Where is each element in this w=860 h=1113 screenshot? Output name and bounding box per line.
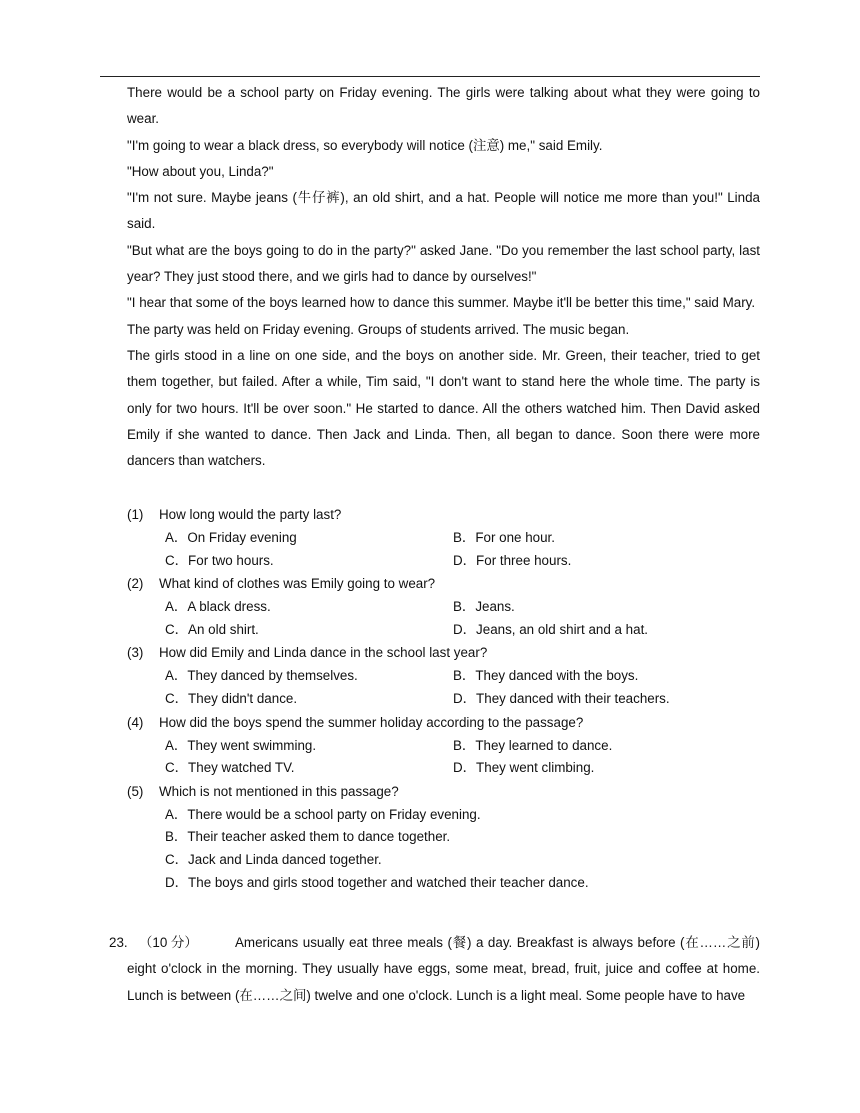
question-text: How did Emily and Linda dance in the school last year? xyxy=(159,645,488,661)
question-item xyxy=(127,572,760,596)
header-rule xyxy=(100,76,760,77)
option-a: A．They went swimming. xyxy=(165,737,317,753)
item-passage: Americans usually eat three meals (餐) a day. Breakfast is always before (在……之前) eight o'clock in the morning. They usually have eggs, some meat, bread, fruit, juice and coffee at home. Lunch is between (在……之间) twelve and one o'clock. Lunch is a light meal. Some people have to have xyxy=(127,935,760,1003)
option-d: D．Jeans, an old shirt and a hat. xyxy=(453,621,649,637)
option-group xyxy=(127,735,760,780)
passage-paragraph: "But what are the boys going to do in the party?" asked Jane. "Do you remember the last school party, last year? They just stood there, and we girls had to dance by ourselves!" xyxy=(127,242,760,285)
option-b: B．Their teacher asked them to dance together. xyxy=(165,829,451,845)
passage-paragraph: "I'm going to wear a black dress, so everybody will notice (注意) me," said Emily. xyxy=(127,137,603,153)
question-text: How did the boys spend the summer holiday according to the passage? xyxy=(159,714,584,730)
option-a: A．On Friday evening xyxy=(165,530,297,545)
question-item xyxy=(127,711,760,735)
item-number: 23. xyxy=(109,935,128,950)
passage-paragraph: There would be a school party on Friday evening. The girls were talking about what they were going to wear. xyxy=(127,85,760,127)
option-b: B．They learned to dance. xyxy=(453,737,613,753)
option-b: B．Jeans. xyxy=(453,599,515,615)
question-23 xyxy=(109,930,760,1009)
option-a: A．They danced by themselves. xyxy=(165,668,358,684)
option-c: C．Jack and Linda danced together. xyxy=(165,851,382,867)
passage-paragraph: The party was held on Friday evening. Groups of students arrived. The music began. xyxy=(127,321,630,337)
option-group xyxy=(127,665,760,710)
question-text: What kind of clothes was Emily going to wear? xyxy=(159,576,436,592)
question-item xyxy=(127,503,760,527)
question-number: (4) xyxy=(127,714,144,730)
option-group xyxy=(127,596,760,641)
question-list xyxy=(127,503,760,894)
question-number: (2) xyxy=(127,576,144,592)
option-c: C．They watched TV. xyxy=(165,760,295,776)
option-group xyxy=(127,527,760,572)
question-item xyxy=(127,641,760,665)
passage-paragraph: "I hear that some of the boys learned how to dance this summer. Maybe it'll be better this time," said Mary. xyxy=(127,295,756,311)
option-a: A．There would be a school party on Friday evening. xyxy=(165,806,481,822)
option-d: D．They went climbing. xyxy=(453,760,595,776)
option-b: B．For one hour. xyxy=(453,530,555,545)
question-item xyxy=(127,780,760,804)
passage-paragraph: "How about you, Linda?" xyxy=(127,163,274,179)
passage-paragraph: "I'm not sure. Maybe jeans (牛仔裤), an old shirt, and a hat. People will notice me more than you!" Linda said. xyxy=(127,190,760,232)
question-number: (5) xyxy=(127,783,144,799)
reading-passage xyxy=(127,80,760,474)
question-number: (1) xyxy=(127,507,144,522)
option-d: D．The boys and girls stood together and watched their teacher dance. xyxy=(165,874,589,890)
option-d: D．For three hours. xyxy=(453,552,572,568)
option-c: C．For two hours. xyxy=(165,552,274,568)
option-a: A．A black dress. xyxy=(165,599,271,615)
item-score: （10 分） xyxy=(139,935,198,950)
passage-paragraph: The girls stood in a line on one side, and the boys on another side. Mr. Green, their teacher, tried to get them together, but failed. After a while, Tim said, "I don't want to stand here the whole time. The party is only for two hours. It'll be over soon." He started to dance. All the others watched him. Then David asked Emily if she wanted to dance. Then Jack and Linda. Then, all began to dance. Soon there were more dancers than watchers. xyxy=(127,347,760,469)
question-text: Which is not mentioned in this passage? xyxy=(159,783,399,799)
option-b: B．They danced with the boys. xyxy=(453,668,639,684)
option-d: D．They danced with their teachers. xyxy=(453,690,670,706)
option-group xyxy=(127,804,760,894)
option-c: C．An old shirt. xyxy=(165,621,259,637)
question-text: How long would the party last? xyxy=(159,507,342,522)
question-number: (3) xyxy=(127,645,144,661)
option-c: C．They didn't dance. xyxy=(165,690,298,706)
